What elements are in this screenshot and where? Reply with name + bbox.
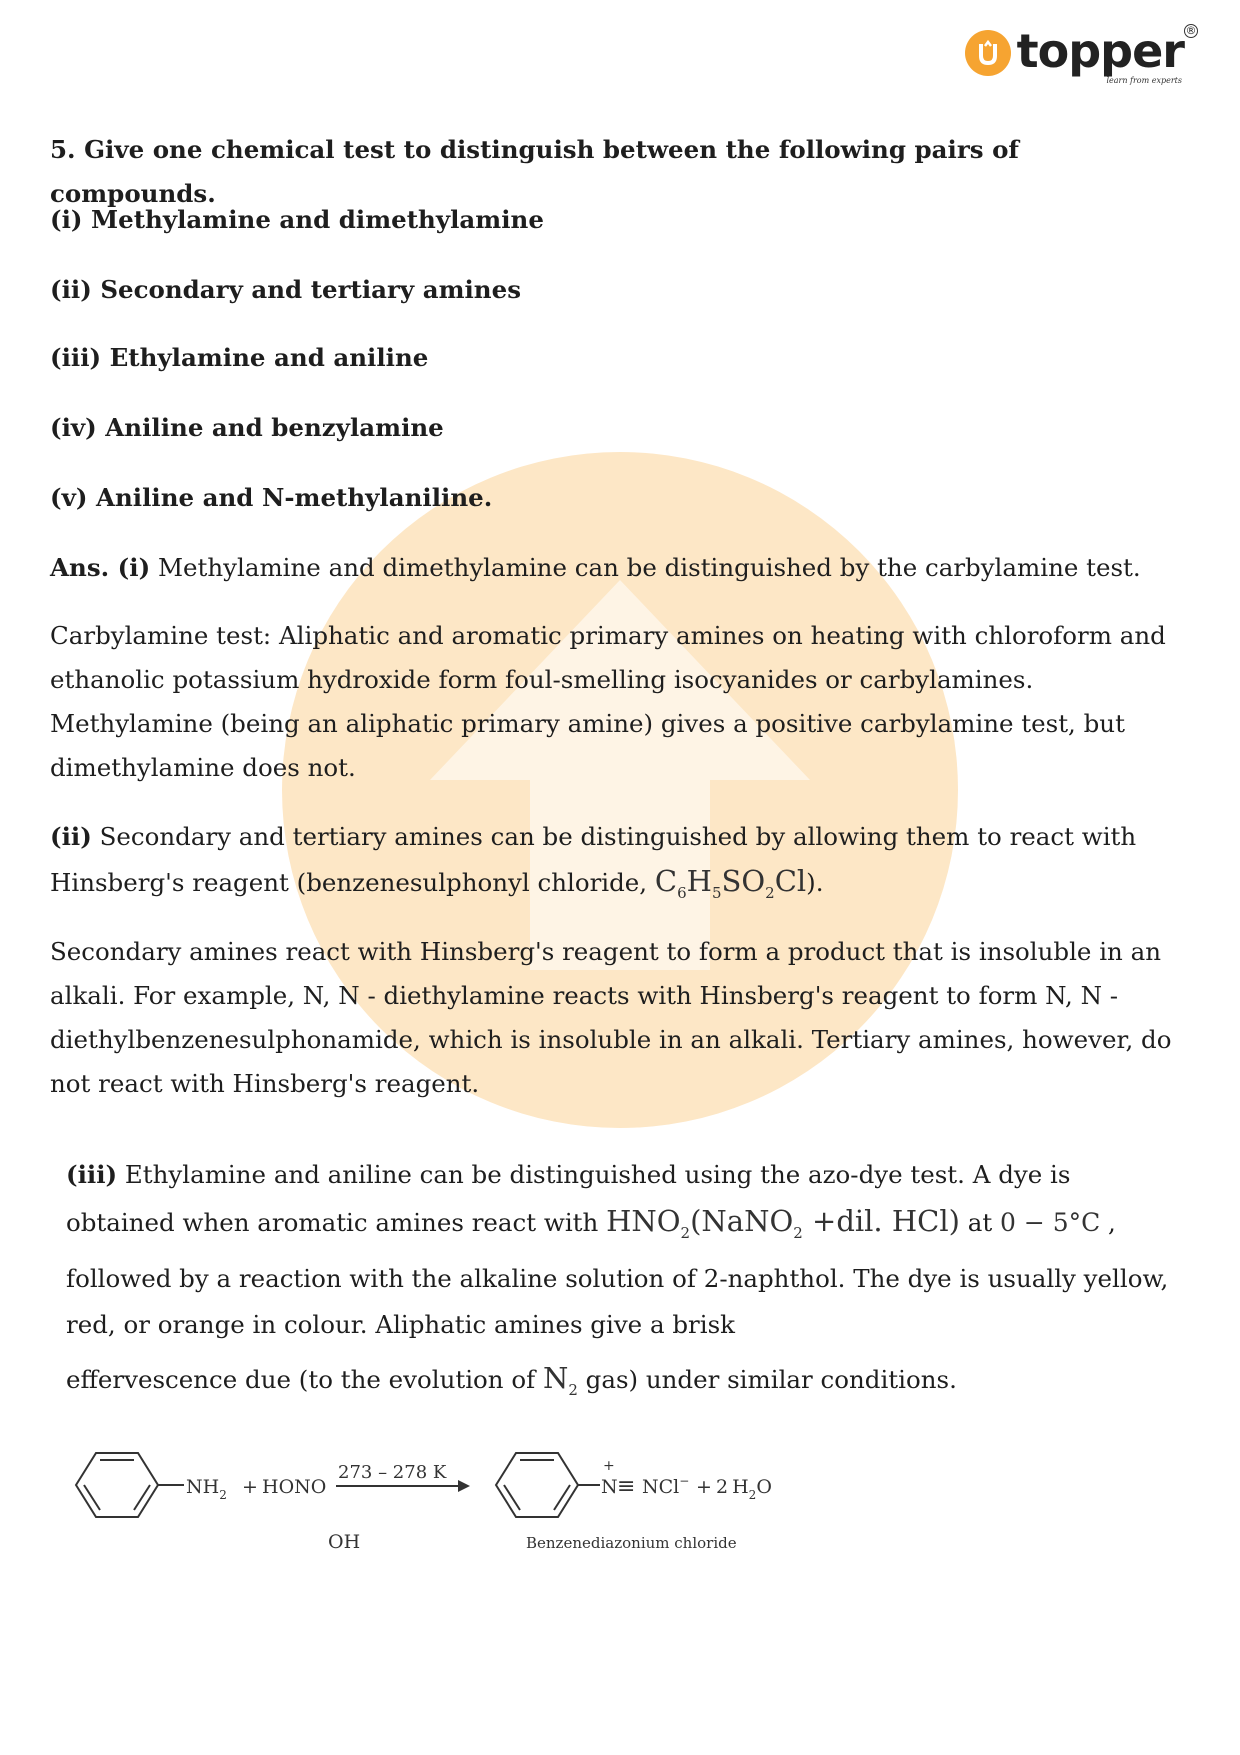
- question-part-i: (i) Methylamine and dimethylamine: [50, 205, 544, 234]
- reaction-arrow-head: [458, 1480, 470, 1492]
- question-heading: 5. Give one chemical test to distinguish between the following pairs of compounds.: [50, 135, 1019, 208]
- logo-circle-icon: [965, 30, 1011, 76]
- benzene-ring-reactant: [76, 1453, 184, 1517]
- registered-mark: ®: [1185, 24, 1197, 37]
- diazonium-charge: +: [603, 1458, 615, 1474]
- answer-iii-text-1: Ethylamine and aniline can be distinguished using the azo-dye test. A dye is obtained when aromatic amines react with: [66, 1160, 1071, 1237]
- reagent-hono: HONO: [262, 1476, 327, 1498]
- amine-group: $NH_2$: [186, 1476, 227, 1502]
- answer-ii: (ii) Secondary and tertiary amines can be distinguished by allowing them to react with Hinsberg's reagent (benzenesulphonyl chloride, $C_6H_5SO_2Cl$).: [50, 822, 1137, 902]
- carbylamine-paragraph: Carbylamine test: Aliphatic and aromatic primary amines on heating with chloroform and ethanolic potassium hydroxide form foul-smelling isocyanides or carbylamines. Methylamine (being an aliphatic primary amine) gives a positive carbylamine test, but dimethylamine does not.: [50, 621, 1166, 782]
- nitrogen-formula: $N_2$: [542, 1361, 578, 1399]
- ans-label: Ans. (i): [50, 553, 151, 582]
- diazonium-nitrogen: N: [601, 1476, 618, 1498]
- answer-ii-label: (ii): [50, 822, 92, 851]
- question-part-iv: (iv) Aniline and benzylamine: [50, 413, 444, 442]
- temperature-range: 0 − 5°C: [999, 1208, 1101, 1237]
- question-part-iii: (iii) Ethylamine and aniline: [50, 343, 429, 372]
- below-arrow-label: OH: [328, 1531, 361, 1553]
- benzene-ring-product: [496, 1453, 600, 1517]
- nitrous-acid-formula: $HNO_2(NaNO_2 +dil$. HCl): [606, 1204, 960, 1242]
- logo-tagline: learn from experts: [1106, 76, 1182, 85]
- hinsberg-formula: $C_6H_5SO_2Cl$: [654, 864, 807, 902]
- plus-sign-2: +: [696, 1476, 712, 1498]
- answer-iii-text-2: , followed by a reaction with the alkaline solution of 2-naphthol. The dye is usually yellow, red, or orange in colour. Aliphatic amines give a brisk: [66, 1208, 1169, 1339]
- triple-bond: ≡: [617, 1474, 636, 1499]
- brand-logo: [965, 24, 1197, 85]
- answer-iii-continuation: effervescence due (to the evolution of $N_2$ gas) under similar conditions.: [66, 1361, 957, 1399]
- reaction-diagram: [66, 1450, 826, 1570]
- water-molecule: 2 $H_2O$: [716, 1476, 772, 1502]
- answer-ii-text: Secondary and tertiary amines can be distinguished by allowing them to react with Hinsberg's reagent (benzenesulphonyl chloride,: [50, 822, 1137, 897]
- answer-iii: (iii) Ethylamine and aniline can be distinguished using the azo-dye test. A dye is obtained when aromatic amines react with $HNO_2(NaNO_2 +dil$. HCl) at 0 − 5°C , followed by a reaction with the alkaline solution of 2-naphthol. The dye is usually yellow, red, or orange in colour. Aliphatic amines give a brisk: [66, 1160, 1169, 1339]
- question-part-ii: (ii) Secondary and tertiary amines: [50, 275, 521, 304]
- reaction-condition: 273 – 278 K: [338, 1462, 447, 1483]
- product-name-label: Benzenediazonium chloride: [526, 1534, 737, 1552]
- plus-sign-1: +: [242, 1476, 258, 1498]
- logo-wordmark: topper: [1016, 24, 1184, 78]
- answer-i: [50, 546, 1180, 590]
- answer-iii-label: (iii): [66, 1160, 118, 1189]
- question-part-v: (v) Aniline and N-methylaniline.: [50, 483, 493, 512]
- ncl-group: NCl−: [642, 1474, 690, 1498]
- answer-i-text: Methylamine and dimethylamine can be distinguished by the carbylamine test.: [150, 553, 1141, 582]
- answer-ii-paragraph-2: Secondary amines react with Hinsberg's reagent to form a product that is insoluble in an alkali. For example, N, N - diethylamine reacts with Hinsberg's reagent to form N, N - diethylbenzenesulphonamide, which is insoluble in an alkali. Tertiary amines, however, do not react with Hinsberg's reagent.: [50, 937, 1172, 1098]
